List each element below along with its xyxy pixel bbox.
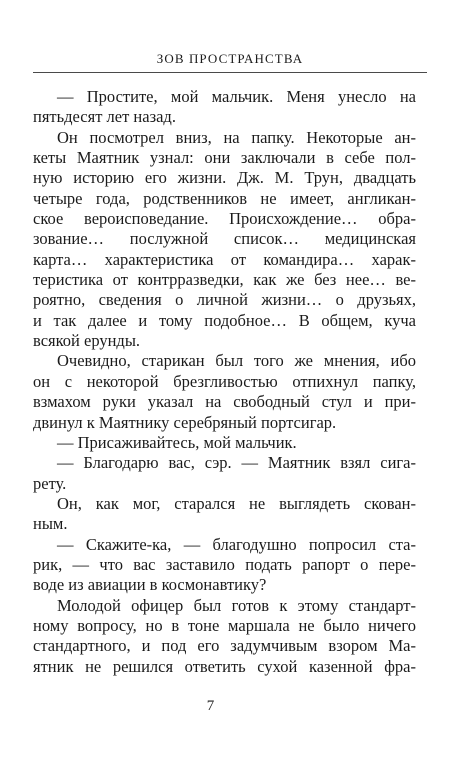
text-line: зование… послужной список… медицинская [33,229,416,249]
text-line: Молодой офицер был готов к этому стандарт- [57,595,416,615]
text-line: — Благодарю вас, сэр. — Маятник взял сига- [57,453,416,473]
text-line: рик, — что вас заставило подать рапорт о пере- [33,554,416,574]
text-line: — Присаживайтесь, мой мальчик. [57,432,297,452]
text-line: ным. [33,514,68,534]
paragraph [33,596,416,677]
text-line: роятно, сведения о личной жизни… о друзьях, [33,290,416,310]
text-line: стандартного, и под его задумчивым взором Ма- [33,636,416,656]
page-number: 7 [206,698,215,714]
text-line: воде из авиации в космонавтику? [33,575,267,595]
paragraph [33,128,416,352]
text-line: ному вопросу, но в тоне маршала не было ничего [33,615,416,635]
text-line: Очевидно, старикан был того же мнения, ибо [57,351,416,371]
paragraph [33,453,416,494]
paragraph [33,87,416,128]
text-line: Он, как мог, старался не выглядеть скован- [57,493,416,513]
text-line: ятник не решился ответить сухой казенной фра- [33,656,416,676]
text-line: взмахом руки указал на свободный стул и при- [33,392,416,412]
paragraph [33,351,416,432]
text-line: — Простите, мой мальчик. Меня унесло на [57,87,416,106]
text-line: пятьдесят лет назад. [33,107,176,127]
text-line: ское вероисповедание. Происхождение… обра- [33,209,416,229]
text-line: всякой ерунды. [33,331,141,351]
running-title: ЗОВ ПРОСТРАНСТВА [156,51,304,66]
text-line: теристика от контрразведки, как же без нее… ве- [33,270,416,290]
text-line: четыре года, родственников не имеет, англикан- [33,188,416,208]
paragraph [33,494,416,535]
text-line: кеты Маятник узнал: они заключали в себе пол- [33,148,416,168]
text-line: — Скажите-ка, — благодушно попросил ста- [57,534,416,554]
paragraph [33,433,416,453]
page-body [33,87,416,677]
paragraph [33,535,416,596]
header-divider [33,72,427,73]
text-line: карта… характеристика от командира… харак- [33,249,416,269]
text-line: и так далее и тому подобное… В общем, куча [33,310,416,330]
text-line: двинул к Маятнику серебряный портсигар. [33,412,337,432]
text-line: рету. [33,473,67,493]
text-line: он с некоторой брезгливостью отпихнул папку, [33,371,416,391]
text-line: ную историю его жизни. Дж. М. Трун, двадцать [33,168,416,188]
text-line: Он посмотрел вниз, на папку. Некоторые ан- [57,127,416,147]
